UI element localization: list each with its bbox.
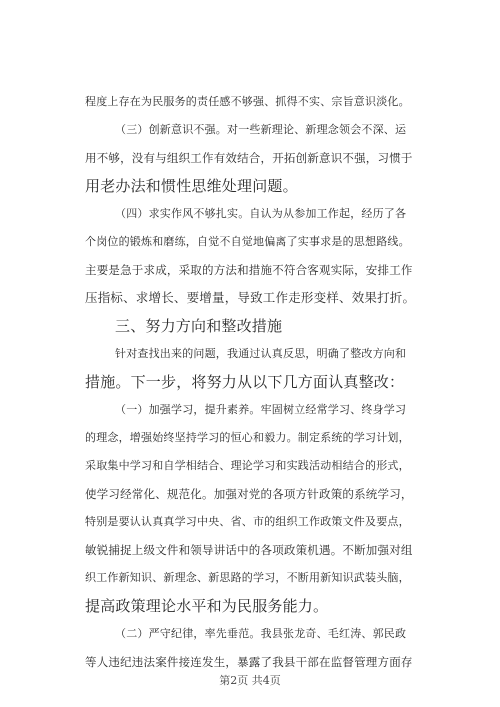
text-line: 等人违纪违法案件接连发生，暴露了我县干部在监督管理方面存 xyxy=(85,655,413,669)
page-number-footer: 第2页 共4页 xyxy=(219,674,281,687)
document-body xyxy=(85,88,415,676)
text-line: 针对查找出来的问题，我通过认真反思，明确了整改方向和 xyxy=(115,347,407,360)
text-line: （一）加强学习，提升素养。牢固树立经常学习、终身学习 xyxy=(115,403,407,416)
text-line: 措施。下一步，将努力从以下几方面认真整改： xyxy=(85,373,405,391)
text-line: 主要是急于求成，采取的方法和措施不符合客观实际，安排工作 xyxy=(85,263,413,277)
text-line: 的理念，增强始终坚持学习的恒心和毅力。制定系统的学习计划， xyxy=(85,431,410,444)
text-line: 敏锐捕捉上级文件和领导讲话中的各项政策机遇。不断加强对组 xyxy=(85,543,413,557)
text-line: 用不够，没有与组织工作有效结合，开拓创新意识不强，习惯于 xyxy=(85,151,413,165)
text-line: 使学习经常化、规范化。加强对党的各项方针政策的系统学习， xyxy=(85,487,413,501)
text-line: 用老办法和惯性思维处理问题。 xyxy=(85,177,298,195)
text-line: 织工作新知识、新理念、新思路的学习，不断用新知识武装头脑， xyxy=(85,571,410,584)
text-line: 采取集中学习和自学相结合、理论学习和实践活动相结合的形式， xyxy=(85,459,410,472)
text-line: 压指标、求增长、要增量，导致工作走形变样、效果打折。 xyxy=(85,290,415,305)
section-heading: 三、努力方向和整改措施 xyxy=(115,317,283,335)
text-line: 个岗位的锻炼和磨练，自觉不自觉地偏离了实事求是的思想路线。 xyxy=(85,235,410,248)
text-line: 提高政策理论水平和为民服务能力。 xyxy=(85,597,329,615)
text-line: 特别是要认认真真学习中央、省、市的组织工作政策文件及要点， xyxy=(85,515,410,528)
text-line: 程度上存在为民服务的责任感不够强、抓得不实、宗旨意识淡化。 xyxy=(85,95,410,108)
text-line: （二）严守纪律，率先垂范。我县张龙奇、毛红涛、郭民政 xyxy=(115,627,407,640)
text-line: （三）创新意识不强。对一些新理论、新理念领会不深、运 xyxy=(115,123,407,136)
text-line: （四）求实作风不够扎实。自认为从参加工作起，经历了各 xyxy=(115,207,407,220)
